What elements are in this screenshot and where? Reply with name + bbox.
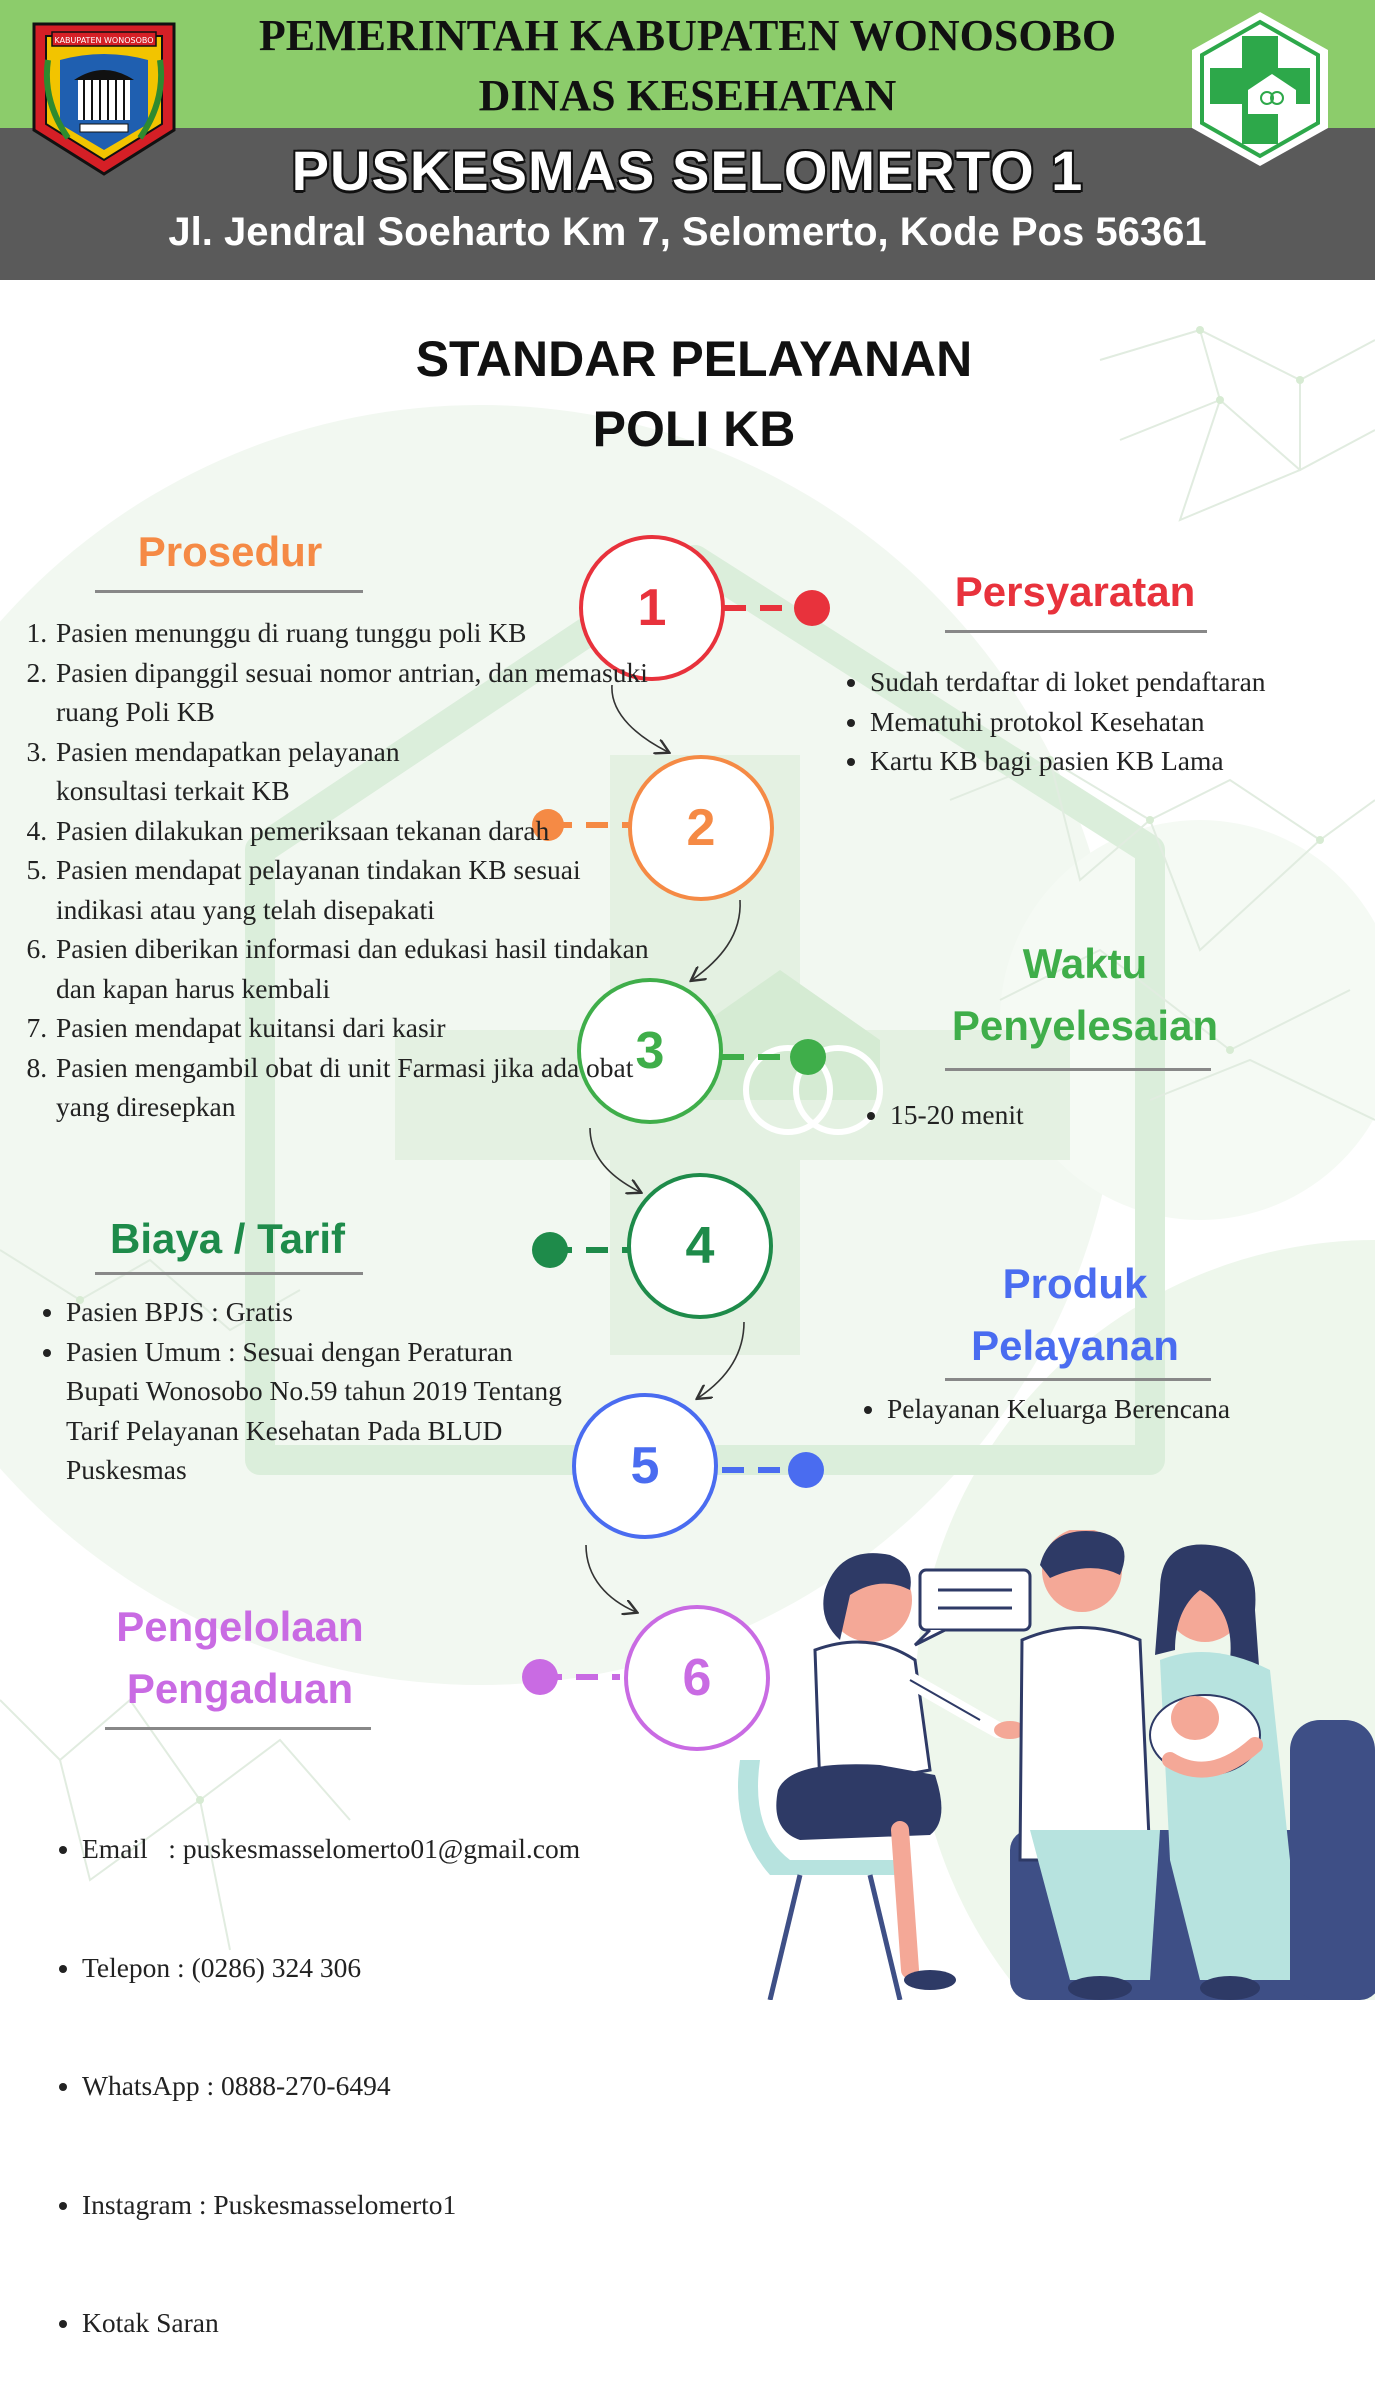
waktu-underline	[945, 1068, 1211, 1071]
persyaratan-item-3: • Kartu KB bagi pasien KB Lama	[870, 741, 1370, 781]
persyaratan-item-2: • Mematuhi protokol Kesehatan	[870, 702, 1370, 742]
waktu-title-line2: Penyelesaian	[951, 1002, 1219, 1049]
step2-number: 2	[686, 799, 716, 857]
persyaratan-list	[838, 662, 1370, 781]
svg-text:KABUPATEN WONOSOBO: KABUPATEN WONOSOBO	[54, 36, 154, 45]
prosedur-underline	[95, 590, 363, 593]
step3-number: 3	[635, 1022, 665, 1080]
step3-dot	[790, 1039, 826, 1075]
step5-number: 5	[630, 1437, 660, 1495]
pengaduan-telepon: • Telepon : (0286) 324 306	[82, 1948, 682, 1988]
step4-dot	[532, 1232, 568, 1268]
step4-number: 4	[685, 1217, 715, 1275]
step6-dot	[522, 1659, 558, 1695]
pengaduan-kotak-saran: • Kotak Saran	[82, 2303, 682, 2343]
header-government-line: PEMERINTAH KABUPATEN WONOSOBO	[258, 11, 1117, 60]
step6-number: 6	[682, 1649, 712, 1707]
prosedur-list	[22, 613, 654, 1127]
pengaduan-title-line1: Pengelolaan	[116, 1603, 364, 1650]
biaya-title: Biaya / Tarif	[110, 1215, 345, 1262]
page-subtitle: POLI KB	[592, 401, 796, 457]
prosedur-item-6: 6. Pasien diberikan informasi dan edukasi hasil tindakan dan kapan harus kembali	[54, 929, 654, 1008]
waktu-list	[858, 1095, 1290, 1135]
header-puskesmas-name: PUSKESMAS SELOMERTO 1	[291, 139, 1084, 202]
header-department-line: DINAS KESEHATAN	[478, 71, 897, 120]
pengaduan-list	[50, 1750, 682, 2382]
pengaduan-whatsapp: • WhatsApp : 0888-270-6494	[82, 2066, 682, 2106]
prosedur-item-5: 5. Pasien mendapat pelayanan tindakan KB sesuai indikasi atau yang telah disepakati	[54, 850, 654, 929]
persyaratan-underline	[945, 630, 1207, 633]
produk-title-line2: Pelayanan	[971, 1322, 1179, 1369]
prosedur-item-8: 8. Pasien mengambil obat di unit Farmasi jika ada obat yang diresepkan	[54, 1048, 654, 1127]
persyaratan-title: Persyaratan	[954, 568, 1196, 615]
persyaratan-item-1: • Sudah terdaftar di loket pendaftaran	[870, 662, 1370, 702]
biaya-item-2: • Pasien Umum : Sesuai dengan Peraturan Bupati Wonosobo No.59 tahun 2019 Tentang Tarif Pelayanan Kesehatan Pada BLUD Puskesmas	[66, 1332, 596, 1490]
produk-list	[855, 1389, 1347, 1429]
step1-dot	[794, 590, 830, 626]
prosedur-item-2: 2. Pasien dipanggil sesuai nomor antrian, dan memasuki ruang Poli KB	[54, 653, 654, 732]
prosedur-item-1: 1. Pasien menunggu di ruang tunggu poli KB	[54, 613, 654, 653]
waktu-item-1: • 15-20 menit	[890, 1095, 1290, 1135]
prosedur-item-3: 3. Pasien mendapatkan pelayanan konsultasi terkait KB	[54, 732, 654, 811]
pengaduan-instagram: • Instagram : Puskesmasselomerto1	[82, 2185, 682, 2225]
step5-dot	[788, 1452, 824, 1488]
header-address: Jl. Jendral Soeharto Km 7, Selomerto, Kode Pos 56361	[168, 210, 1207, 254]
prosedur-item-4: 4. Pasien dilakukan pemeriksaan tekanan darah	[54, 811, 654, 851]
biaya-underline	[95, 1272, 363, 1275]
prosedur-item-7: 7. Pasien mendapat kuitansi dari kasir	[54, 1008, 654, 1048]
pengaduan-email: • Email : puskesmasselomerto01@gmail.com	[82, 1829, 682, 1869]
consultation-illustration	[730, 1530, 1375, 2000]
prosedur-title: Prosedur	[137, 528, 323, 575]
produk-item-1: • Pelayanan Keluarga Berencana	[887, 1389, 1347, 1429]
produk-underline	[945, 1378, 1211, 1381]
biaya-list	[34, 1292, 596, 1490]
pengaduan-title-line2: Pengaduan	[126, 1665, 354, 1712]
waktu-title-line1: Waktu	[1022, 940, 1148, 987]
biaya-item-1: • Pasien BPJS : Gratis	[66, 1292, 596, 1332]
page-title: STANDAR PELAYANAN	[415, 331, 973, 387]
produk-title-line1: Produk	[1002, 1260, 1148, 1307]
pengaduan-underline	[105, 1727, 371, 1730]
step1-number: 1	[637, 579, 667, 637]
